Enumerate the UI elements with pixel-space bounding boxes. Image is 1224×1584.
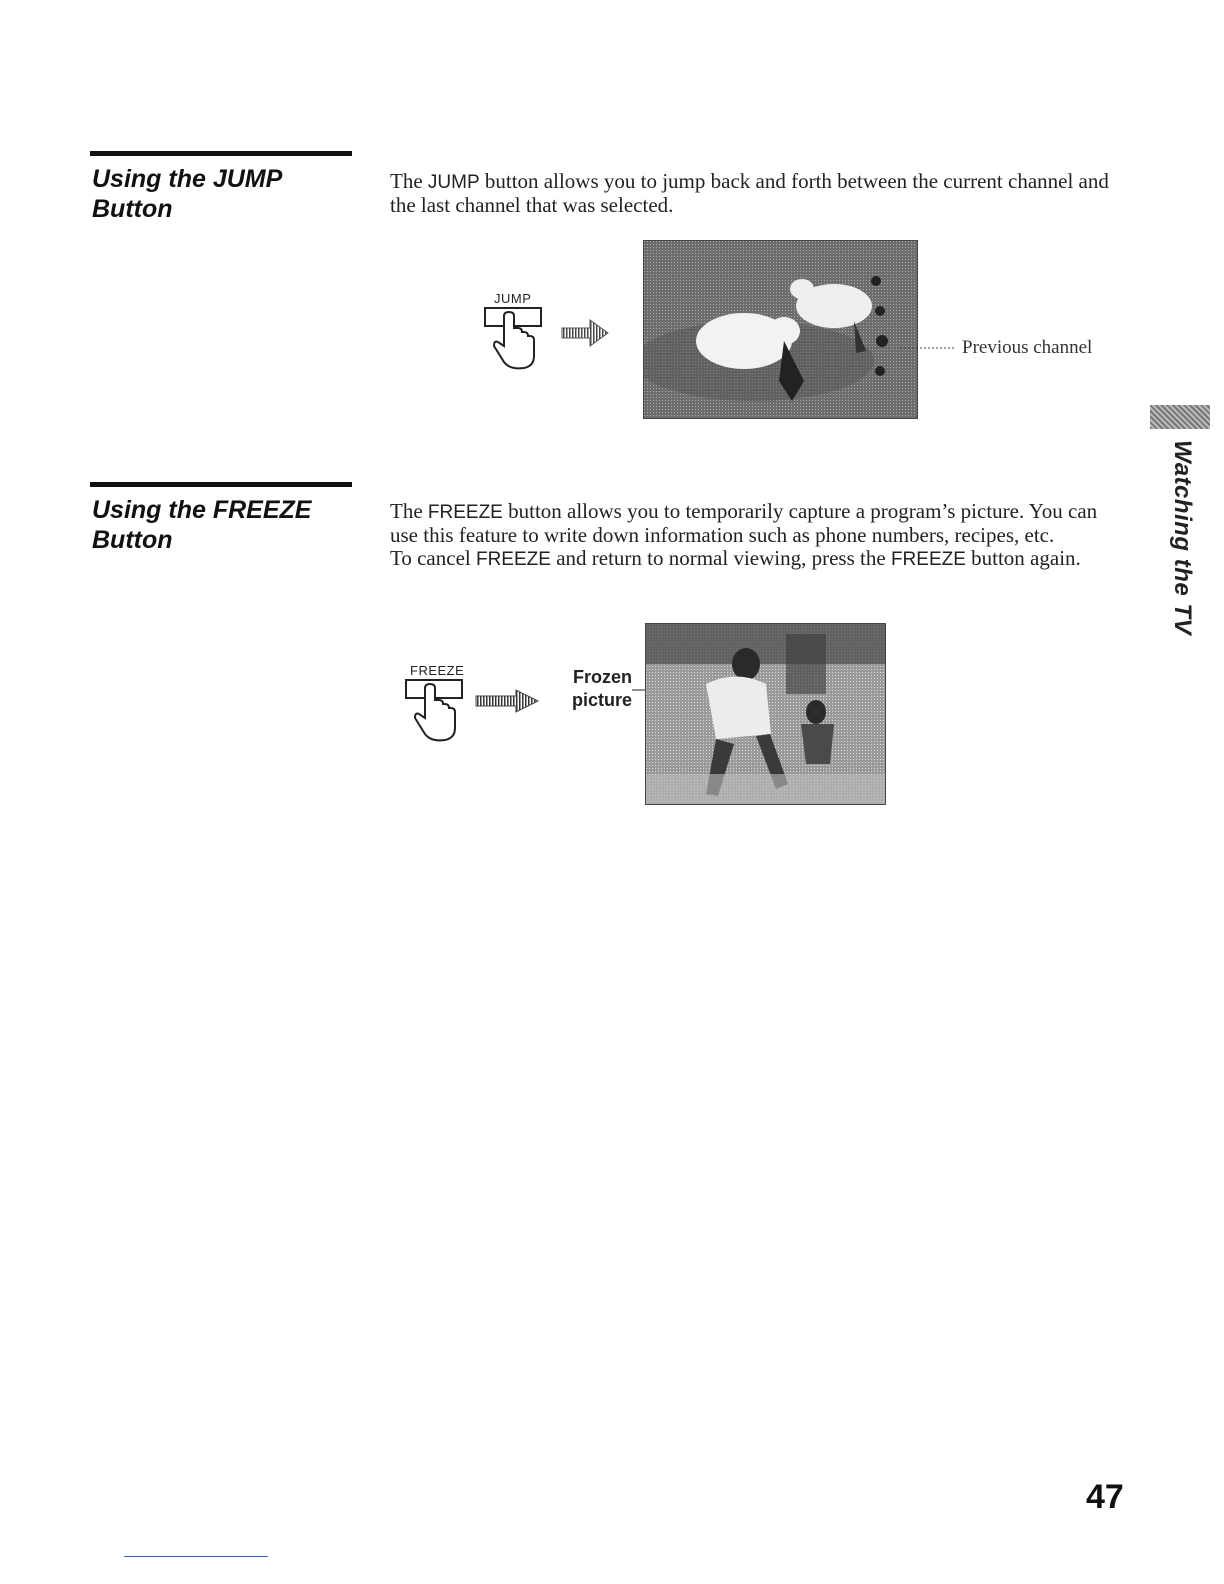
previous-channel-callout: Previous channel [962, 337, 1093, 358]
side-tab-label: Watching the TV [1169, 440, 1196, 636]
callout-leader-line [900, 345, 956, 351]
frozen-picture-callout: Frozen picture [571, 667, 632, 710]
jump-button-press-icon [484, 306, 544, 374]
section-heading-jump: Using the JUMP Button [92, 165, 283, 223]
jump-description: The JUMP button allows you to jump back and forth between the current channel and the last channel that was selected. [390, 169, 1109, 217]
previous-channel-picture [643, 240, 918, 419]
footer-line [124, 1556, 268, 1557]
section-tab-marker [1150, 405, 1210, 429]
jump-button-label: JUMP [494, 291, 532, 306]
section-rule [90, 482, 352, 487]
freeze-button-press-icon [405, 678, 465, 746]
frozen-picture [645, 623, 886, 805]
arrow-right-icon [474, 688, 540, 714]
page-number: 47 [1086, 1478, 1124, 1516]
arrow-right-icon [560, 318, 610, 348]
freeze-button-label: FREEZE [410, 663, 465, 678]
section-heading-freeze: Using the FREEZE Button [92, 496, 312, 554]
section-rule [90, 151, 352, 156]
freeze-description: The FREEZE button allows you to temporarily capture a program’s picture. You can use this feature to write down information such as phone numbers, recipes, etc. To cancel FREEZE and return to normal viewing, press the FREEZE button again. [390, 499, 1098, 570]
